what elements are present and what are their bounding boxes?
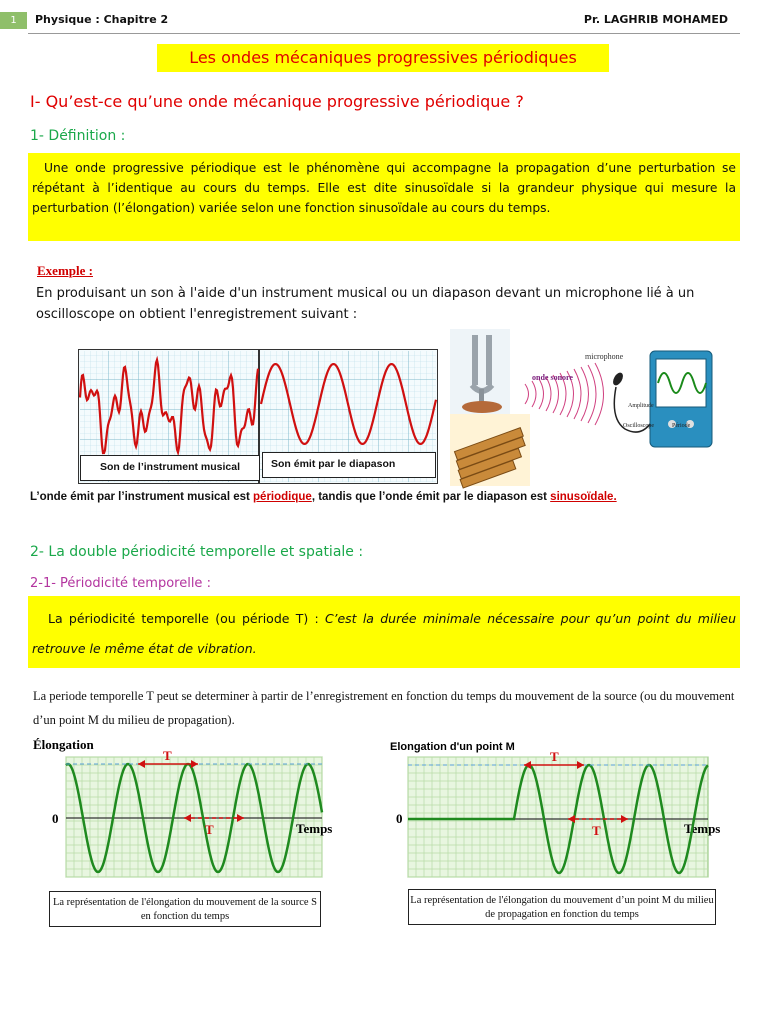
example-label: Exemple : <box>37 263 93 278</box>
tuning-fork-image <box>450 329 510 414</box>
definition-text: Une onde progressive périodique est le phénomène qui accompagne la propagation d’une perturbation se répétant à l’identique au cours du temps. Elle est dite sinusoïdale si la grandeur physique qui mesure la perturbation (l’élongation) variée selon une fonction sinusoïdale au cours du temps. <box>32 161 736 215</box>
graph-left-period-label-top: T <box>163 748 172 763</box>
graph-left-zero: 0 <box>52 811 59 826</box>
definition-box <box>28 153 740 241</box>
graph-right-caption: La représentation de l'élongation du mouvement d’un point M du milieu de propagation en fonction du temps <box>408 889 716 925</box>
amplitude-label: Amplitude <box>628 403 654 409</box>
graph-left-xlabel: Temps <box>296 821 333 836</box>
graph-right-ylabel: Elongation d'un point M <box>390 741 515 753</box>
section2-subheading: 2-1- Périodicité temporelle : <box>30 576 211 591</box>
oscilloscope-label: Oscilloscope <box>623 423 654 429</box>
section1-heading: I- Qu’est-ce qu’une onde mécanique progressive périodique ? <box>30 92 524 111</box>
graph-source-elongation <box>30 735 370 895</box>
onde-sonore-label: onde sonore <box>532 373 573 382</box>
experiment-diagram <box>450 329 720 489</box>
graph-right-xlabel: Temps <box>684 821 721 836</box>
period-paragraph: La periode temporelle T peut se determiner à partir de l’enregistrement en fonction du temps du mouvement de la source (ou du mouvement d’un point M du milieu de propagation). <box>33 689 735 727</box>
graph-right-period-label-axis: T <box>592 823 601 838</box>
definition-subheading: 1- Définition : <box>30 128 126 144</box>
page-title: Les ondes mécaniques progressives périodiques <box>157 44 609 72</box>
conclusion-part1: L’onde émit par l’instrument musical est <box>30 491 254 503</box>
conclusion-text <box>30 491 617 503</box>
graph-left-caption: La représentation de l'élongation du mouvement de la source S en fonction du temps <box>49 891 321 927</box>
header-divider <box>28 33 740 34</box>
page-number-badge: 1 <box>0 12 27 29</box>
conclusion-word-sinusoidale: sinusoïdale. <box>550 491 617 503</box>
conclusion-part2: , tandis que l’onde émit par le diapason est <box>311 491 551 503</box>
graph-left-ylabel: Élongation <box>33 737 94 752</box>
header-author: Pr. LAGHRIB MOHAMED <box>583 13 728 26</box>
periode-label: Période <box>672 423 691 429</box>
period-box-label: La périodicité temporelle (ou période T) : <box>48 611 326 626</box>
microphone-label: microphone <box>585 352 624 361</box>
period-definition-box <box>28 596 740 668</box>
section2-heading: 2- La double périodicité temporelle et spatiale : <box>30 544 364 560</box>
graph-left-period-label-axis: T <box>205 822 214 837</box>
graph-right-period-label-top: T <box>550 749 559 764</box>
header-subject: Physique : Chapitre 2 <box>35 13 169 26</box>
pan-flute-image <box>450 414 530 488</box>
period-box-text: C’est la durée minimale nécessaire pour qu’un point du milieu retrouve le même état de vibration. <box>32 611 737 656</box>
conclusion-word-periodique: périodique <box>253 491 312 503</box>
graph-point-m-elongation <box>388 735 748 895</box>
graph-right-zero: 0 <box>396 811 403 826</box>
example-text: En produisant un son à l'aide d'un instrument musical ou un diapason devant un microphone lié à un oscilloscope on obtient l'enregistrement suivant : <box>36 286 695 322</box>
oscilloscope-device-icon <box>650 351 712 447</box>
caption-instrument: Son de l’instrument musical <box>80 455 260 481</box>
caption-diapason: Son émit par le diapason <box>262 452 436 478</box>
